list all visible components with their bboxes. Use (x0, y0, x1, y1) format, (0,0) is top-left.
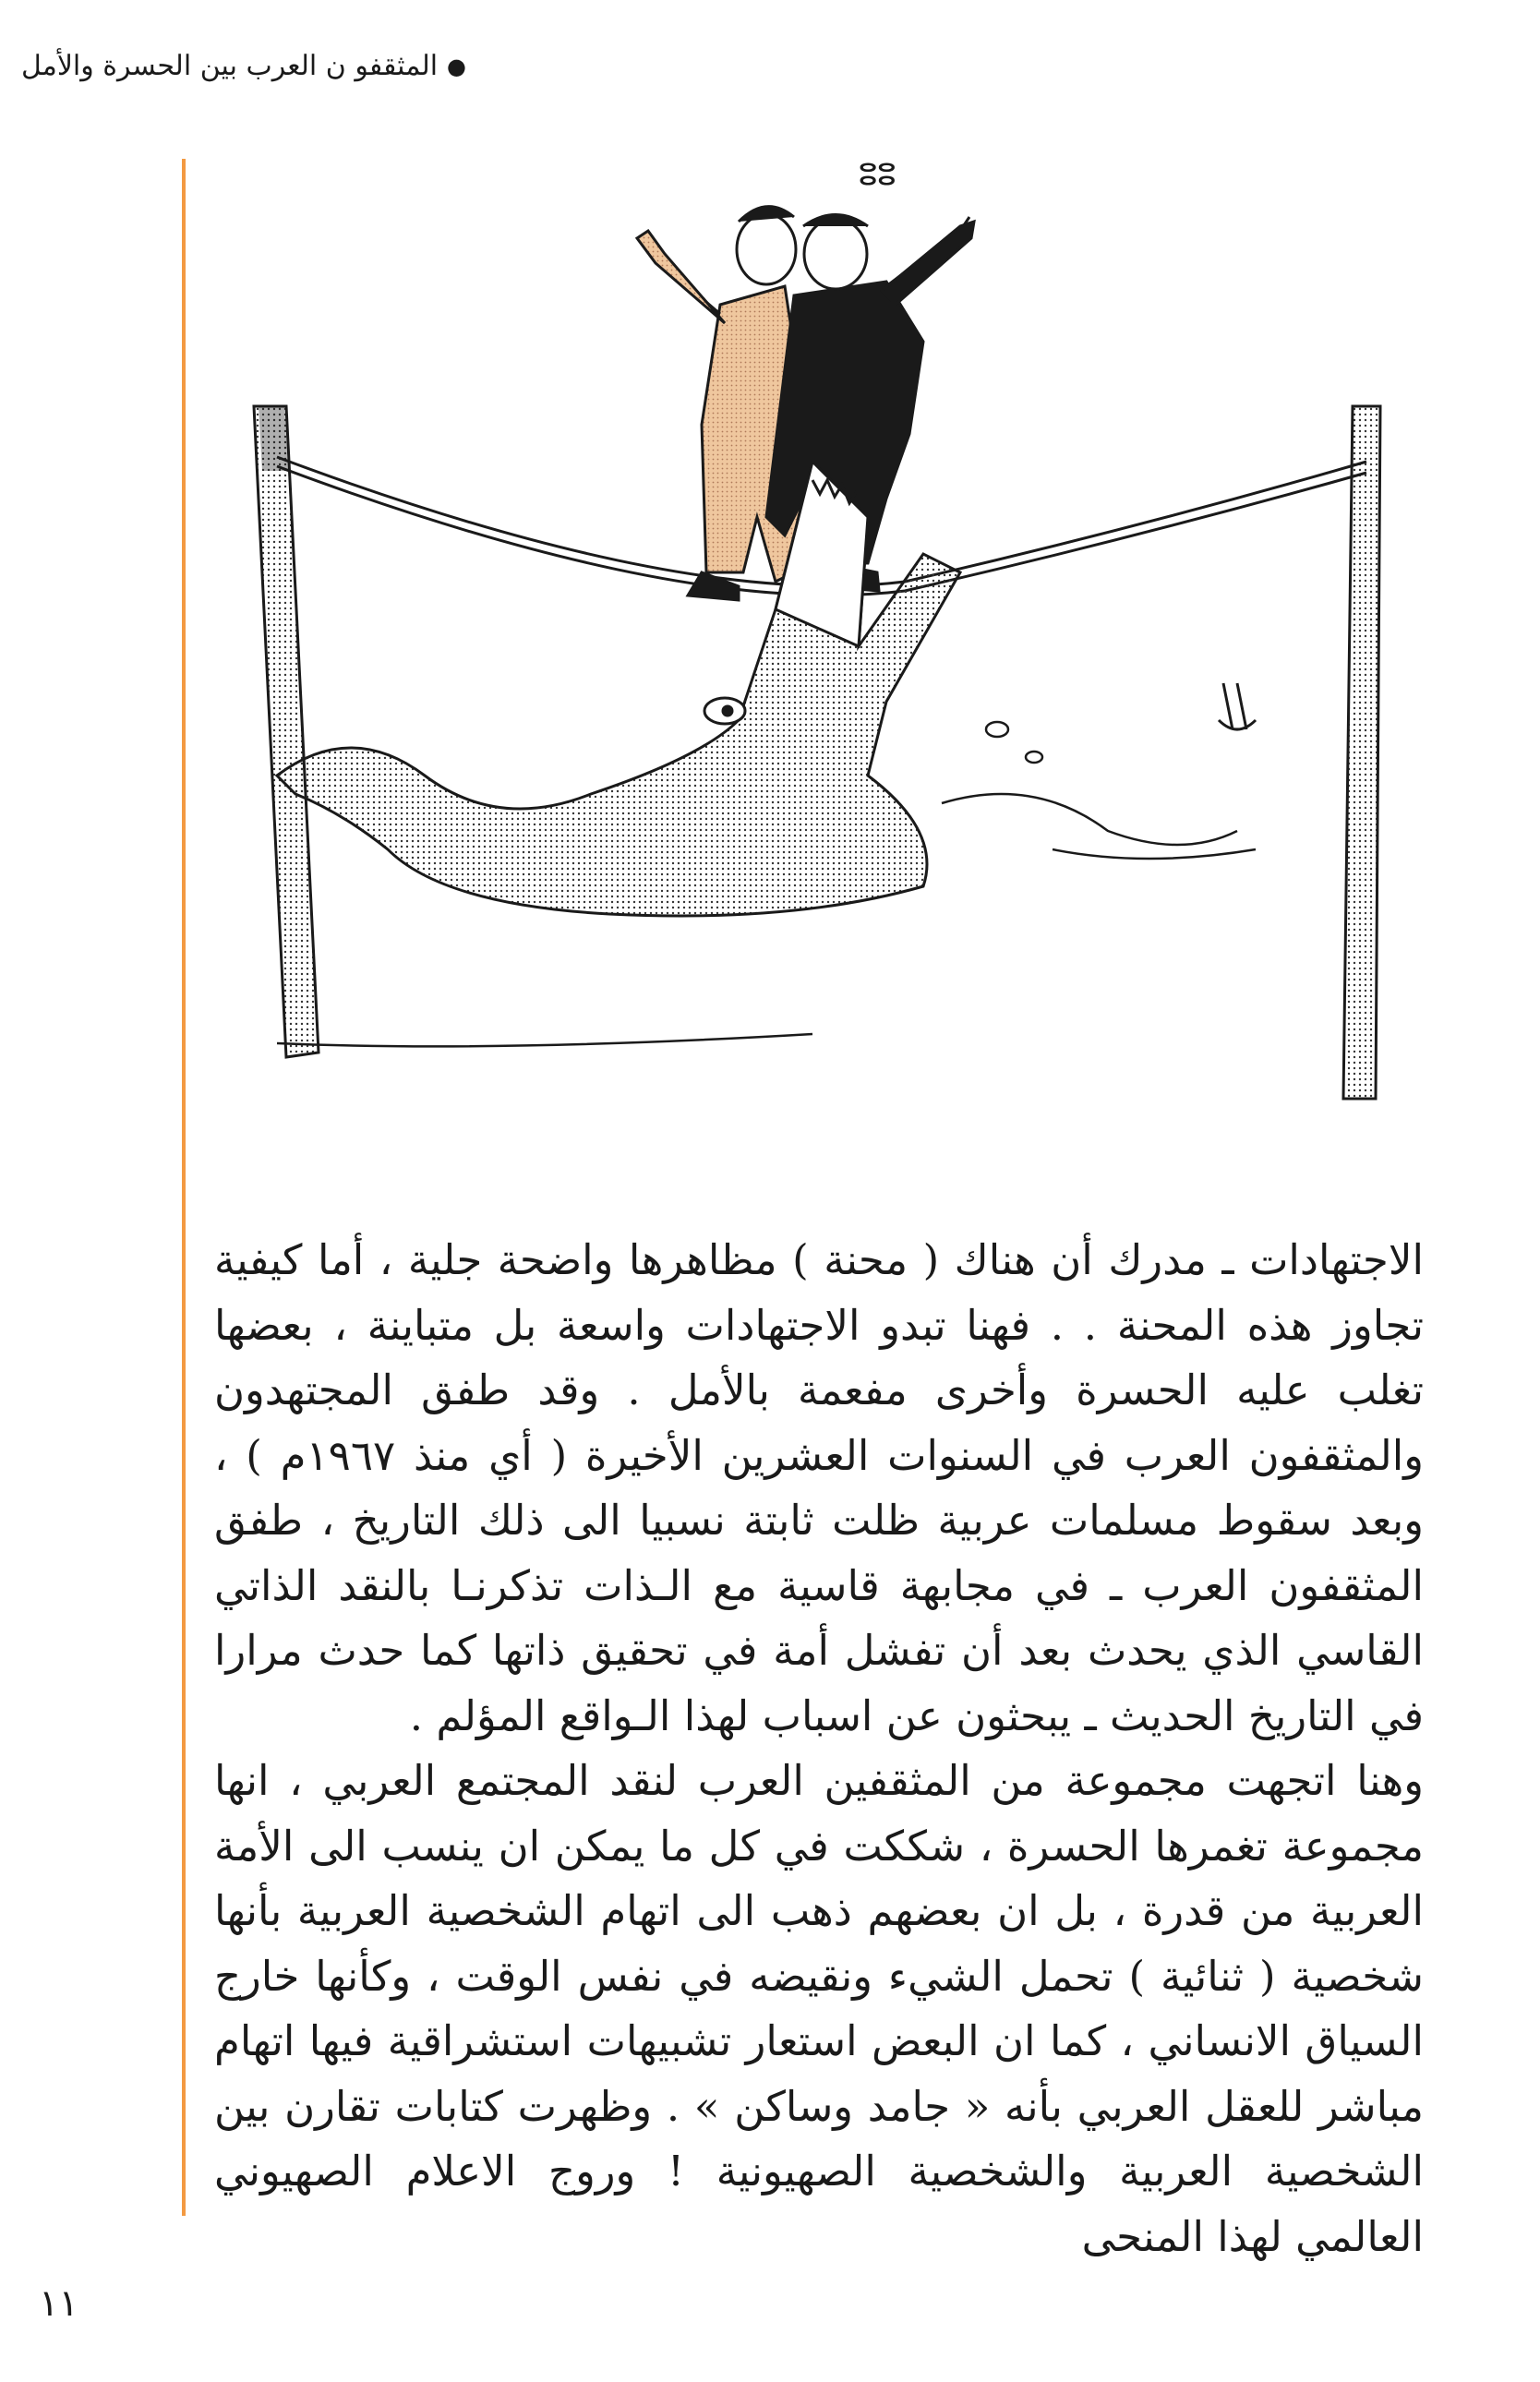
left-pole-icon (254, 406, 319, 1057)
crocodile-icon (277, 462, 960, 916)
header-title: المثقفو ن العرب بين الحسرة والأمل (21, 50, 439, 82)
cartoon-illustration (222, 129, 1413, 1163)
svg-text:ⵓⵓ: ⵓⵓ (859, 157, 896, 192)
page-number: ١١ (39, 2282, 78, 2325)
artist-signature-icon (1219, 683, 1256, 729)
body-text (214, 1228, 1424, 2269)
paragraph-1: الاجتهادات ـ مدرك أن هناك ( محنة ) مظاهرها واضحة جلية ، أما كيفية تجاوز هذه المحنة . . فهنا تبدو الاجتهادات واسعة بل متباينة ، بعضها تغلب عليه الحسرة وأخرى مفعمة بالأمل . وقد طفق المجتهدون والمثقفون العرب في السنوات العشرين الأخيرة ( أي منذ ١٩٦٧م ) ، وبعد سقوط مسلمات عربية ظلت ثابتة نسبيا الى ذلك التاريخ ، طفق المثقفون العرب ـ في مجابهة قاسية مع الـذات تذكرنـا بالنقد الذاتي القاسي الذي يحدث بعد أن تفشل أمة في تحقيق ذاتها كما حدث مرارا في التاريخ الحديث ـ يبحثون عن اسباب لهذا الـواقع المؤلم . (214, 1235, 1424, 1740)
bullet-icon: ● (447, 54, 466, 79)
running-header (0, 48, 466, 85)
accent-rule (182, 159, 186, 2216)
right-pole-icon (1343, 406, 1380, 1099)
paragraph-2: وهنا اتجهت مجموعة من المثقفين العرب لنقد المجتمع العربي ، انها مجموعة تغمرها الحسرة ، شككت في كل ما يمكن ان ينسب الى الأمة العربية من قدرة ، بل ان بعضهم ذهب الى اتهام الشخصية العربية بأنها شخصية ( ثنائية ) تحمل الشيء ونقيضه في نفس الوقت ، وكأنها خارج السياق الانساني ، كما ان البعض استعار تشبيهات استشراقية فيها اتهام مباشر للعقل العربي بأنه « جامد وساكن » . وظهرت كتابات تقارن بين الشخصية العربية والشخصية الصهيونية ! وروج الاعلام الصهيوني العالمي لهذا المنحى (214, 1756, 1424, 2261)
